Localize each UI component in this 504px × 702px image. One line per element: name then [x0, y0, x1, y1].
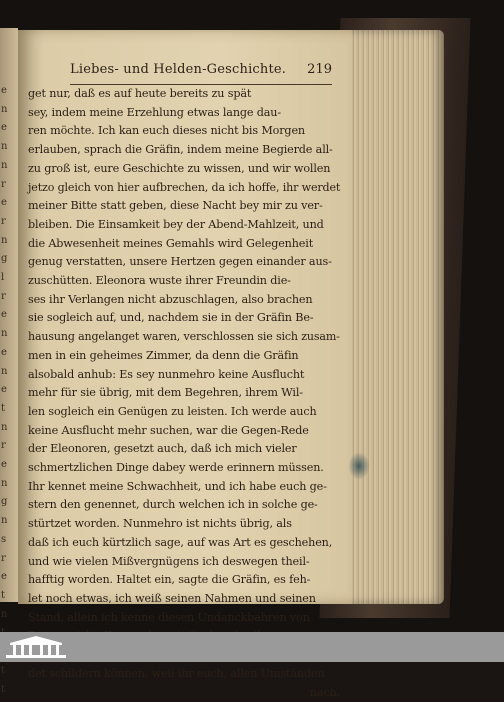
- running-head: Liebes- und Helden-Geschichte.: [70, 62, 286, 77]
- page-header: [70, 60, 332, 85]
- text-line: erlauben, sprach die Gräfin, indem meine Begierde all-: [28, 141, 340, 160]
- ink-stain: [348, 452, 370, 480]
- text-line: der Eleonoren, gesetzt auch, daß ich mich vieler: [28, 440, 340, 459]
- text-line: ses ihr Verlangen nicht abzuschlagen, also brachen: [28, 291, 340, 310]
- text-line: und wie vielen Mißvergnügens ich deswegen theil-: [28, 553, 340, 572]
- text-line: sey, indem meine Erzehlung etwas lange dau-: [28, 104, 340, 123]
- text-line: let noch etwas, ich weiß seinen Nahmen und seinen: [28, 590, 340, 609]
- text-line: alsobald anhub: Es sey nunmehro keine Ausflucht: [28, 366, 340, 385]
- page-body-text: [28, 85, 340, 702]
- text-line: det schildern können, weil ihr euch, allen Umständen: [28, 665, 340, 684]
- text-line: keine Ausflucht mehr suchen, war die Gegen-Rede: [28, 422, 340, 441]
- library-building-icon: [4, 635, 68, 659]
- text-line: nach,: [28, 684, 340, 702]
- text-line: men in ein geheimes Zimmer, da denn die Gräfin: [28, 347, 340, 366]
- left-page-sliver: [0, 28, 18, 602]
- text-line: die Abwesenheit meines Gemahls wird Gelegenheit: [28, 235, 340, 254]
- text-line: stern den genennet, durch welchen ich in solche ge-: [28, 496, 340, 515]
- text-line: genug verstatten, unsere Hertzen gegen einander aus-: [28, 253, 340, 272]
- text-line: sie sogleich auf, und, nachdem sie in der Gräfin Be-: [28, 309, 340, 328]
- text-line: meiner Bitte statt geben, diese Nacht bey mir zu ver-: [28, 197, 340, 216]
- text-line: zu groß ist, eure Geschichte zu wissen, und wir wollen: [28, 160, 340, 179]
- text-line: Stand, allein ich kenne diesen Undanckbahren von: [28, 609, 340, 628]
- text-line: daß ich euch kürtzlich sage, auf was Art es geschehen,: [28, 534, 340, 553]
- text-line: hausung angelanget waren, verschlossen sie sich zusam-: [28, 328, 336, 347]
- left-page-text-fragments: e n e n n r e r n g l r e n e n e t n r e n g n s r e t n t t: [0, 28, 18, 699]
- text-line: stürtzet worden. Nunmehro ist nichts übrig, als: [28, 515, 340, 534]
- viewer-footer-bar: [0, 632, 504, 662]
- text-line: Ihr kennet meine Schwachheit, und ich habe euch ge-: [28, 478, 340, 497]
- page-edges: [346, 30, 444, 604]
- text-line: len sogleich ein Genügen zu leisten. Ich werde auch: [28, 403, 340, 422]
- text-line: bleiben. Die Einsamkeit bey der Abend-Mahlzeit, und: [28, 216, 340, 235]
- text-line: get nur, daß es auf heute bereits zu spät: [28, 85, 340, 104]
- text-line: jetzo gleich von hier aufbrechen, da ich hoffe, ihr werdet: [28, 179, 337, 198]
- text-line: mehr für sie übrig, mit dem Begehren, ihrem Wil-: [28, 384, 340, 403]
- book-page: [18, 30, 352, 604]
- text-line: zuschütten. Eleonora wuste ihrer Freundin die-: [28, 272, 340, 291]
- text-line: hafftig worden. Haltet ein, sagte die Gräfin, es feh-: [28, 571, 340, 590]
- page-number: 219: [307, 62, 332, 77]
- text-line: ren möchte. Ich kan euch dieses nicht bis Morgen: [28, 122, 340, 141]
- text-line: schmertzlichen Dinge dabey werde erinnern müssen.: [28, 459, 340, 478]
